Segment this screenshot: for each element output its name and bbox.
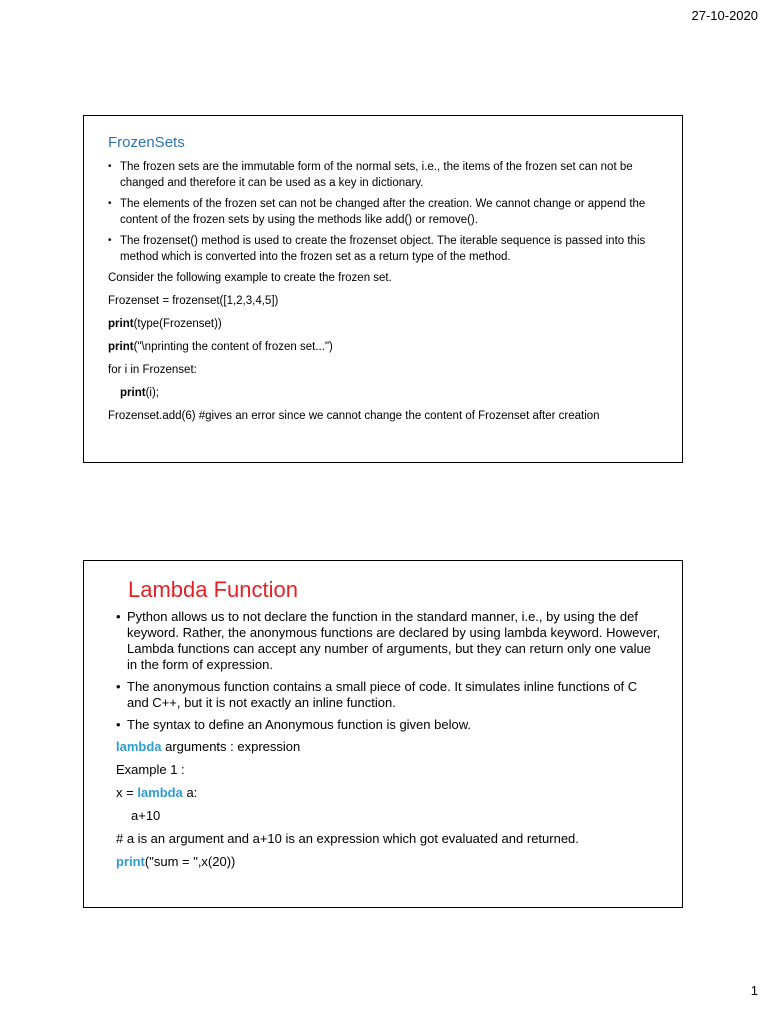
code-text: (type(Frozenset)) — [133, 318, 222, 330]
lambda-keyword: lambda — [137, 785, 183, 800]
code-text: (i); — [145, 387, 159, 399]
code-line — [116, 785, 662, 801]
code-line: Frozenset.add(6) #gives an error since we cannot change the content of Frozenset after creation — [108, 410, 600, 422]
bullet-item: • The elements of the frozen set can not be changed after the creation. We cannot change or append the content of the frozen sets by using the methods like add() or remove(). — [108, 196, 660, 228]
bullet-item: • The anonymous function contains a small piece of code. It simulates inline functions of C and C++, but it is not exactly an inline function. — [116, 679, 662, 711]
example-label: Example 1 : — [116, 762, 185, 777]
bullet-list — [108, 159, 660, 265]
code-text: ("sum = ",x(20)) — [144, 854, 236, 869]
code-line: Frozenset = frozenset([1,2,3,4,5]) — [108, 295, 279, 307]
comment-line: # a is an argument and a+10 is an expression which got evaluated and returned. — [116, 831, 579, 846]
intro-text: Consider the following example to create the frozen set. — [108, 272, 392, 284]
bullet-item: • Python allows us to not declare the function in the standard manner, i.e., by using the def keyword. Rather, the anonymous functions are declared by using lambda keyword. However, Lambda functions can accept any number of arguments, but they can return only one value in the form of expression. — [116, 609, 662, 673]
bullet-list — [116, 609, 662, 733]
code-text: ("\nprinting the content of frozen set...") — [133, 341, 333, 353]
bullet-item: • The frozen sets are the immutable form of the normal sets, i.e., the items of the frozen set can not be changed and therefore it can be used as a key in dictionary. — [108, 159, 660, 191]
print-keyword: print — [108, 341, 134, 353]
lambda-function-slide — [83, 560, 683, 908]
code-line: a+10 — [131, 808, 161, 823]
date: 27-10-2020 — [691, 8, 758, 23]
syntax-line — [116, 739, 662, 755]
bullet-item: • The syntax to define an Anonymous function is given below. — [116, 717, 662, 733]
frozensets-slide — [83, 115, 683, 463]
code-text: arguments : expression — [161, 739, 301, 754]
code-line — [108, 339, 660, 355]
print-keyword: print — [116, 854, 145, 869]
page-number: 1 — [750, 983, 758, 998]
code-line — [108, 316, 660, 332]
print-keyword: print — [108, 318, 134, 330]
bullet-item: • The frozenset() method is used to create the frozenset object. The iterable sequence is passed into this method which is converted into the frozen set as a return type of the method. — [108, 233, 660, 265]
slide-title: FrozenSets — [108, 134, 185, 151]
code-line — [108, 385, 660, 401]
print-keyword: print — [120, 387, 146, 399]
code-text: x = — [116, 785, 138, 800]
code-line — [116, 854, 662, 870]
code-line: for i in Frozenset: — [108, 364, 197, 376]
lambda-keyword: lambda — [116, 739, 162, 754]
code-text: a: — [182, 785, 198, 800]
slide-title: Lambda Function — [128, 577, 298, 602]
